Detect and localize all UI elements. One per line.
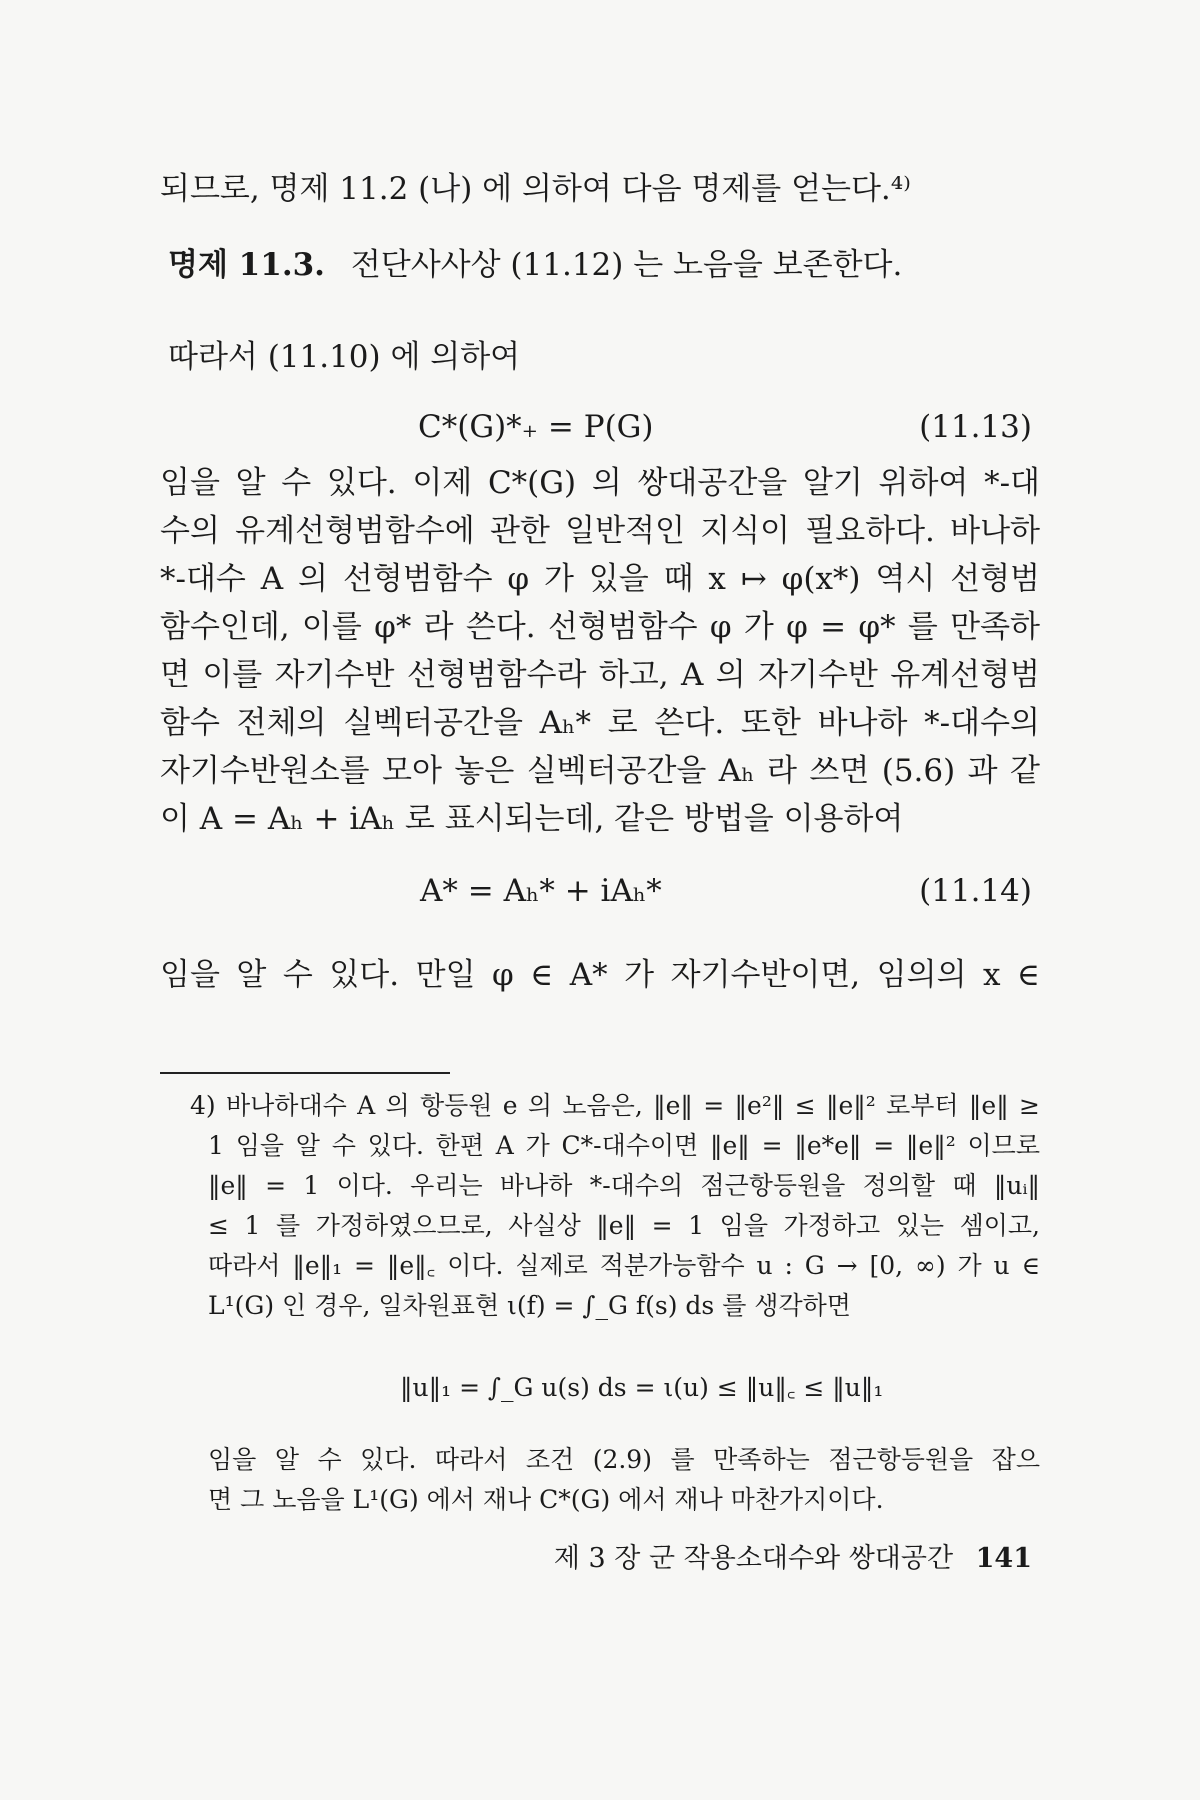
paragraph-line: 자기수반원소를 모아 놓은 실벡터공간을 Aₕ 라 쓰면 (5.6) 과 같 <box>160 753 1040 789</box>
footnote-equation: ‖u‖₁ = ∫_G u(s) ds = ι(u) ≤ ‖u‖꜀ ≤ ‖u‖₁ <box>400 1373 884 1402</box>
proposition-label: 명제 11.3. <box>168 247 325 283</box>
running-footer <box>554 1542 1032 1576</box>
equation-number-11-13: (11.13) <box>919 409 1032 445</box>
equation-number-11-14: (11.14) <box>919 873 1032 909</box>
footnote-line: 면 그 노음을 L¹(G) 에서 재나 C*(G) 에서 재나 마찬가지이다. <box>208 1485 884 1514</box>
proposition-statement <box>168 246 1048 284</box>
footnote-line: 임을 알 수 있다. 따라서 조건 (2.9) 를 만족하는 점근항등원을 잡으 <box>208 1445 1040 1474</box>
footnote-line: 따라서 ‖e‖₁ = ‖e‖꜀ 이다. 실제로 적분가능함수 u : G → [0, ∞) 가 u ∈ <box>208 1251 1040 1280</box>
paragraph-line: 함수 전체의 실벡터공간을 Aₕ* 로 쓴다. 또한 바나하 *-대수의 <box>160 705 1040 741</box>
paragraph-line: 이 A = Aₕ + iAₕ 로 표시되는데, 같은 방법을 이용하여 <box>160 801 904 837</box>
footnote-line: L¹(G) 인 경우, 일차원표현 ι(f) = ∫_G f(s) ds 를 생각하면 <box>208 1291 851 1320</box>
equation-11-13: C*(G)*₊ = P(G) <box>418 409 654 445</box>
paragraph-line: 면 이를 자기수반 선형범함수라 하고, A 의 자기수반 유계선형범 <box>160 657 1040 693</box>
equation-11-14: A* = Aₕ* + iAₕ* <box>420 873 662 909</box>
body-line-1: 되므로, 명제 11.2 (나) 에 의하여 다음 명제를 얻는다.⁴⁾ <box>160 171 911 207</box>
footnote-divider <box>160 1072 450 1074</box>
proposition-text: 전단사사상 (11.12) 는 노음을 보존한다. <box>350 247 903 283</box>
body-line-3: 따라서 (11.10) 에 의하여 <box>168 339 521 375</box>
footnote-line: 4) 바나하대수 A 의 항등원 e 의 노음은, ‖e‖ = ‖e²‖ ≤ ‖e‖² 로부터 ‖e‖ ≥ <box>190 1091 1040 1120</box>
paragraph-line: *-대수 A 의 선형범함수 φ 가 있을 때 x ↦ φ(x*) 역시 선형범 <box>160 561 1040 597</box>
footnote-line: 1 임을 알 수 있다. 한편 A 가 C*-대수이면 ‖e‖ = ‖e*e‖ = ‖e‖² 이므로 <box>208 1131 1040 1160</box>
footnote-line: ‖e‖ = 1 이다. 우리는 바나하 *-대수의 점근항등원을 정의할 때 ‖uᵢ‖ <box>208 1171 1040 1200</box>
paragraph-line: 임을 알 수 있다. 이제 C*(G) 의 쌍대공간을 알기 위하여 *-대 <box>160 465 1040 501</box>
body-line-after-equation: 임을 알 수 있다. 만일 φ ∈ A* 가 자기수반이면, 임의의 x ∈ <box>160 957 1040 993</box>
chapter-title: 제 3 장 군 작용소대수와 쌍대공간 <box>553 1543 954 1574</box>
page-number: 141 <box>975 1543 1032 1574</box>
paragraph-line: 수의 유계선형범함수에 관한 일반적인 지식이 필요하다. 바나하 <box>160 513 1040 549</box>
paragraph-line: 함수인데, 이를 φ* 라 쓴다. 선형범함수 φ 가 φ = φ* 를 만족하 <box>160 609 1040 645</box>
footnote-line: ≤ 1 를 가정하였으므로, 사실상 ‖e‖ = 1 임을 가정하고 있는 셈이고, <box>208 1211 1040 1240</box>
